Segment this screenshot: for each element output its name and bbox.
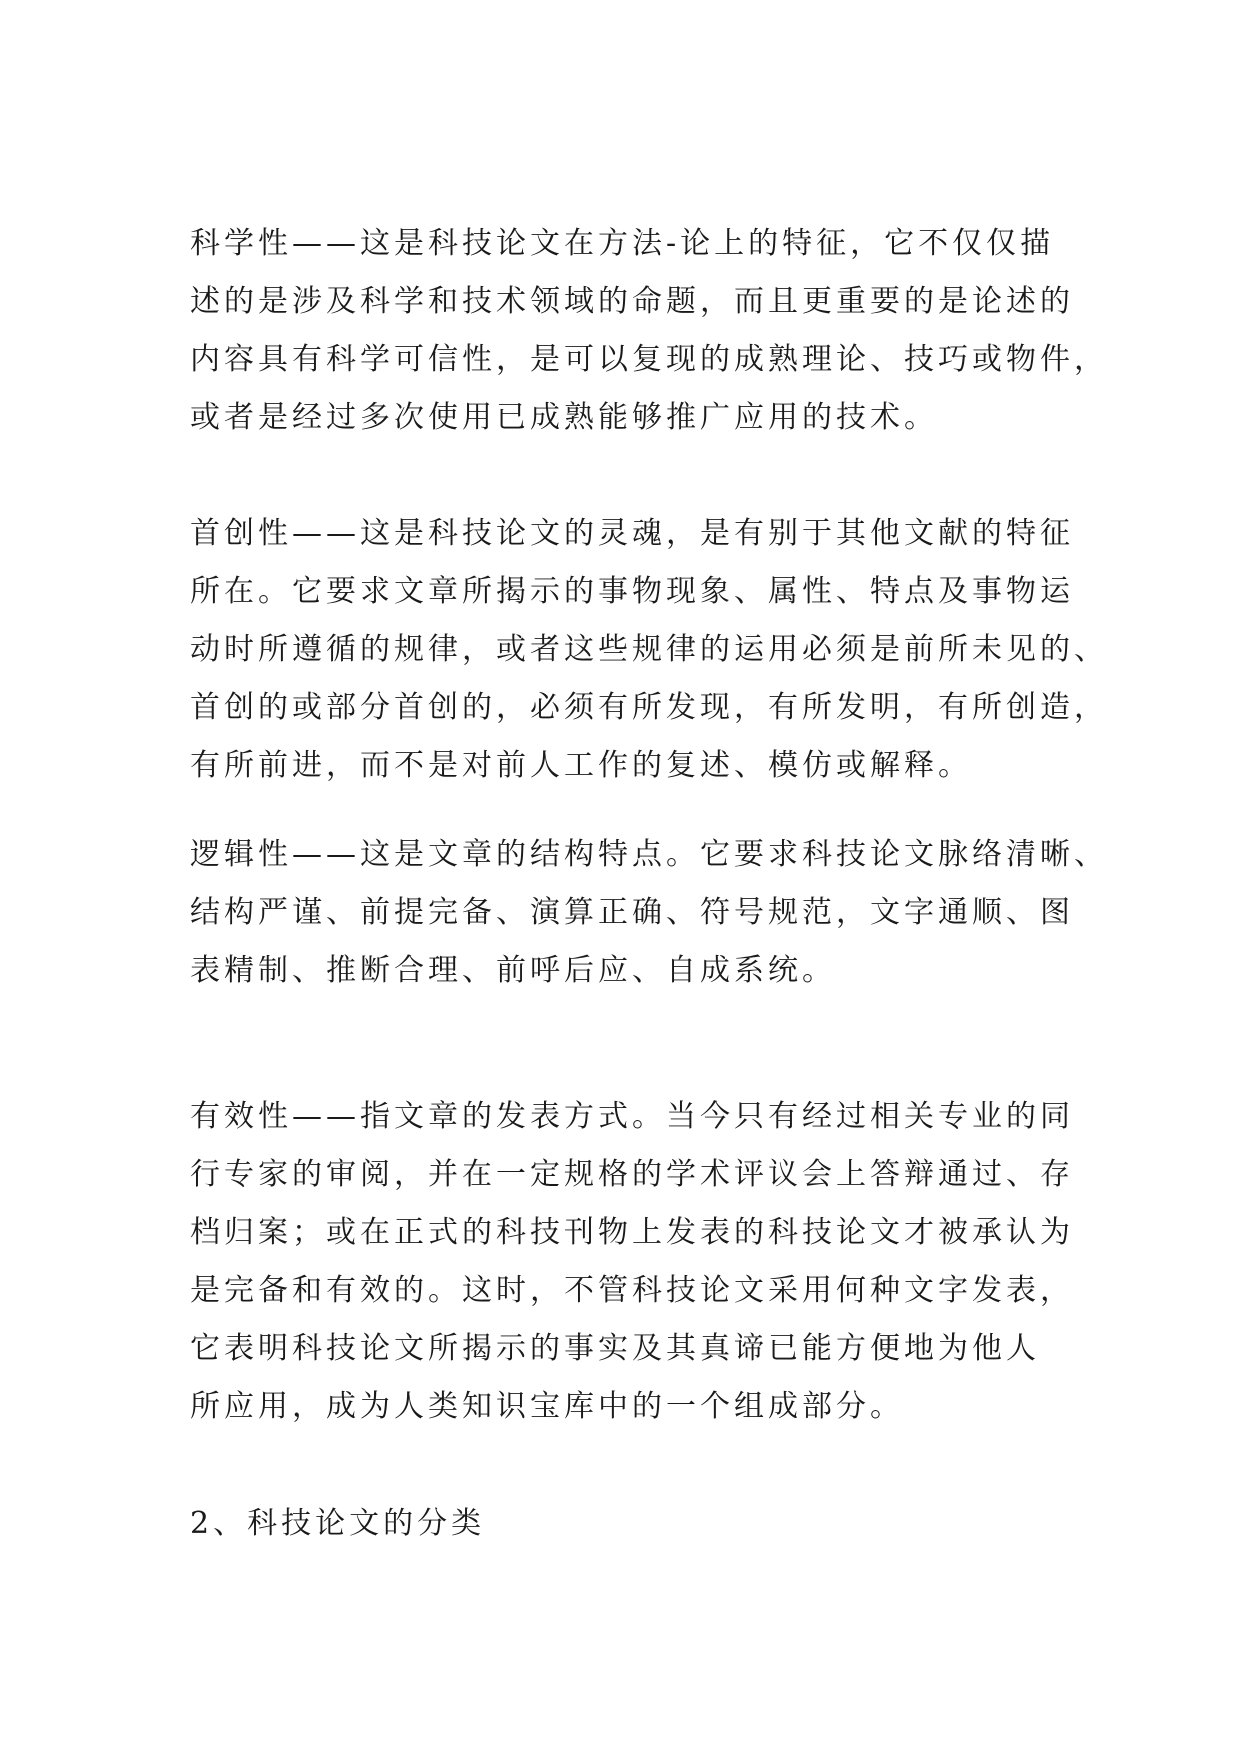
paragraph-line: 行专家的审阅，并在一定规格的学术评议会上答辩通过、存: [190, 1157, 1074, 1192]
paragraph-line: 所应用，成为人类知识宝库中的一个组成部分。: [190, 1389, 904, 1424]
section-heading-text: 2、科技论文的分类: [190, 1506, 486, 1541]
paragraph-line: 或者是经过多次使用已成熟能够推广应用的技术。: [190, 400, 938, 435]
paragraph-line: 动时所遵循的规律，或者这些规律的运用必须是前所未见的、: [190, 632, 1108, 667]
paragraph-line: 是完备和有效的。这时，不管科技论文采用何种文字发表，: [190, 1273, 1074, 1308]
paragraph-line: 所在。它要求文章所揭示的事物现象、属性、特点及事物运: [190, 574, 1074, 609]
paragraph-line: 有效性——指文章的发表方式。当今只有经过相关专业的同: [190, 1099, 1074, 1134]
section-heading: [190, 1495, 1060, 1553]
paragraph-line: 结构严谨、前提完备、演算正确、符号规范，文字通顺、图: [190, 895, 1074, 930]
paragraph-validity: [190, 1088, 1074, 1436]
paragraph-line: 表精制、推断合理、前呼后应、自成系统。: [190, 953, 836, 988]
paragraph-line: 首创的或部分首创的，必须有所发现，有所发明，有所创造，: [190, 690, 1108, 725]
paragraph-line: 述的是涉及科学和技术领域的命题，而且更重要的是论述的: [190, 284, 1074, 319]
paragraph-line: 首创性——这是科技论文的灵魂，是有别于其他文献的特征: [190, 516, 1074, 551]
paragraph-line: 内容具有科学可信性，是可以复现的成熟理论、技巧或物件，: [190, 342, 1108, 377]
paragraph-scientific: [190, 215, 1108, 447]
paragraph-line: 它表明科技论文所揭示的事实及其真谛已能方便地为他人: [190, 1331, 1040, 1366]
paragraph-line: 逻辑性——这是文章的结构特点。它要求科技论文脉络清晰、: [190, 837, 1108, 872]
paragraph-logic: [190, 826, 1108, 1000]
paragraph-line: 有所前进，而不是对前人工作的复述、模仿或解释。: [190, 748, 972, 783]
paragraph-line: 科学性——这是科技论文在方法-论上的特征，它不仅仅描: [190, 226, 1055, 261]
paragraph-originality: [190, 505, 1108, 795]
paragraph-line: 档归案；或在正式的科技刊物上发表的科技论文才被承认为: [190, 1215, 1074, 1250]
